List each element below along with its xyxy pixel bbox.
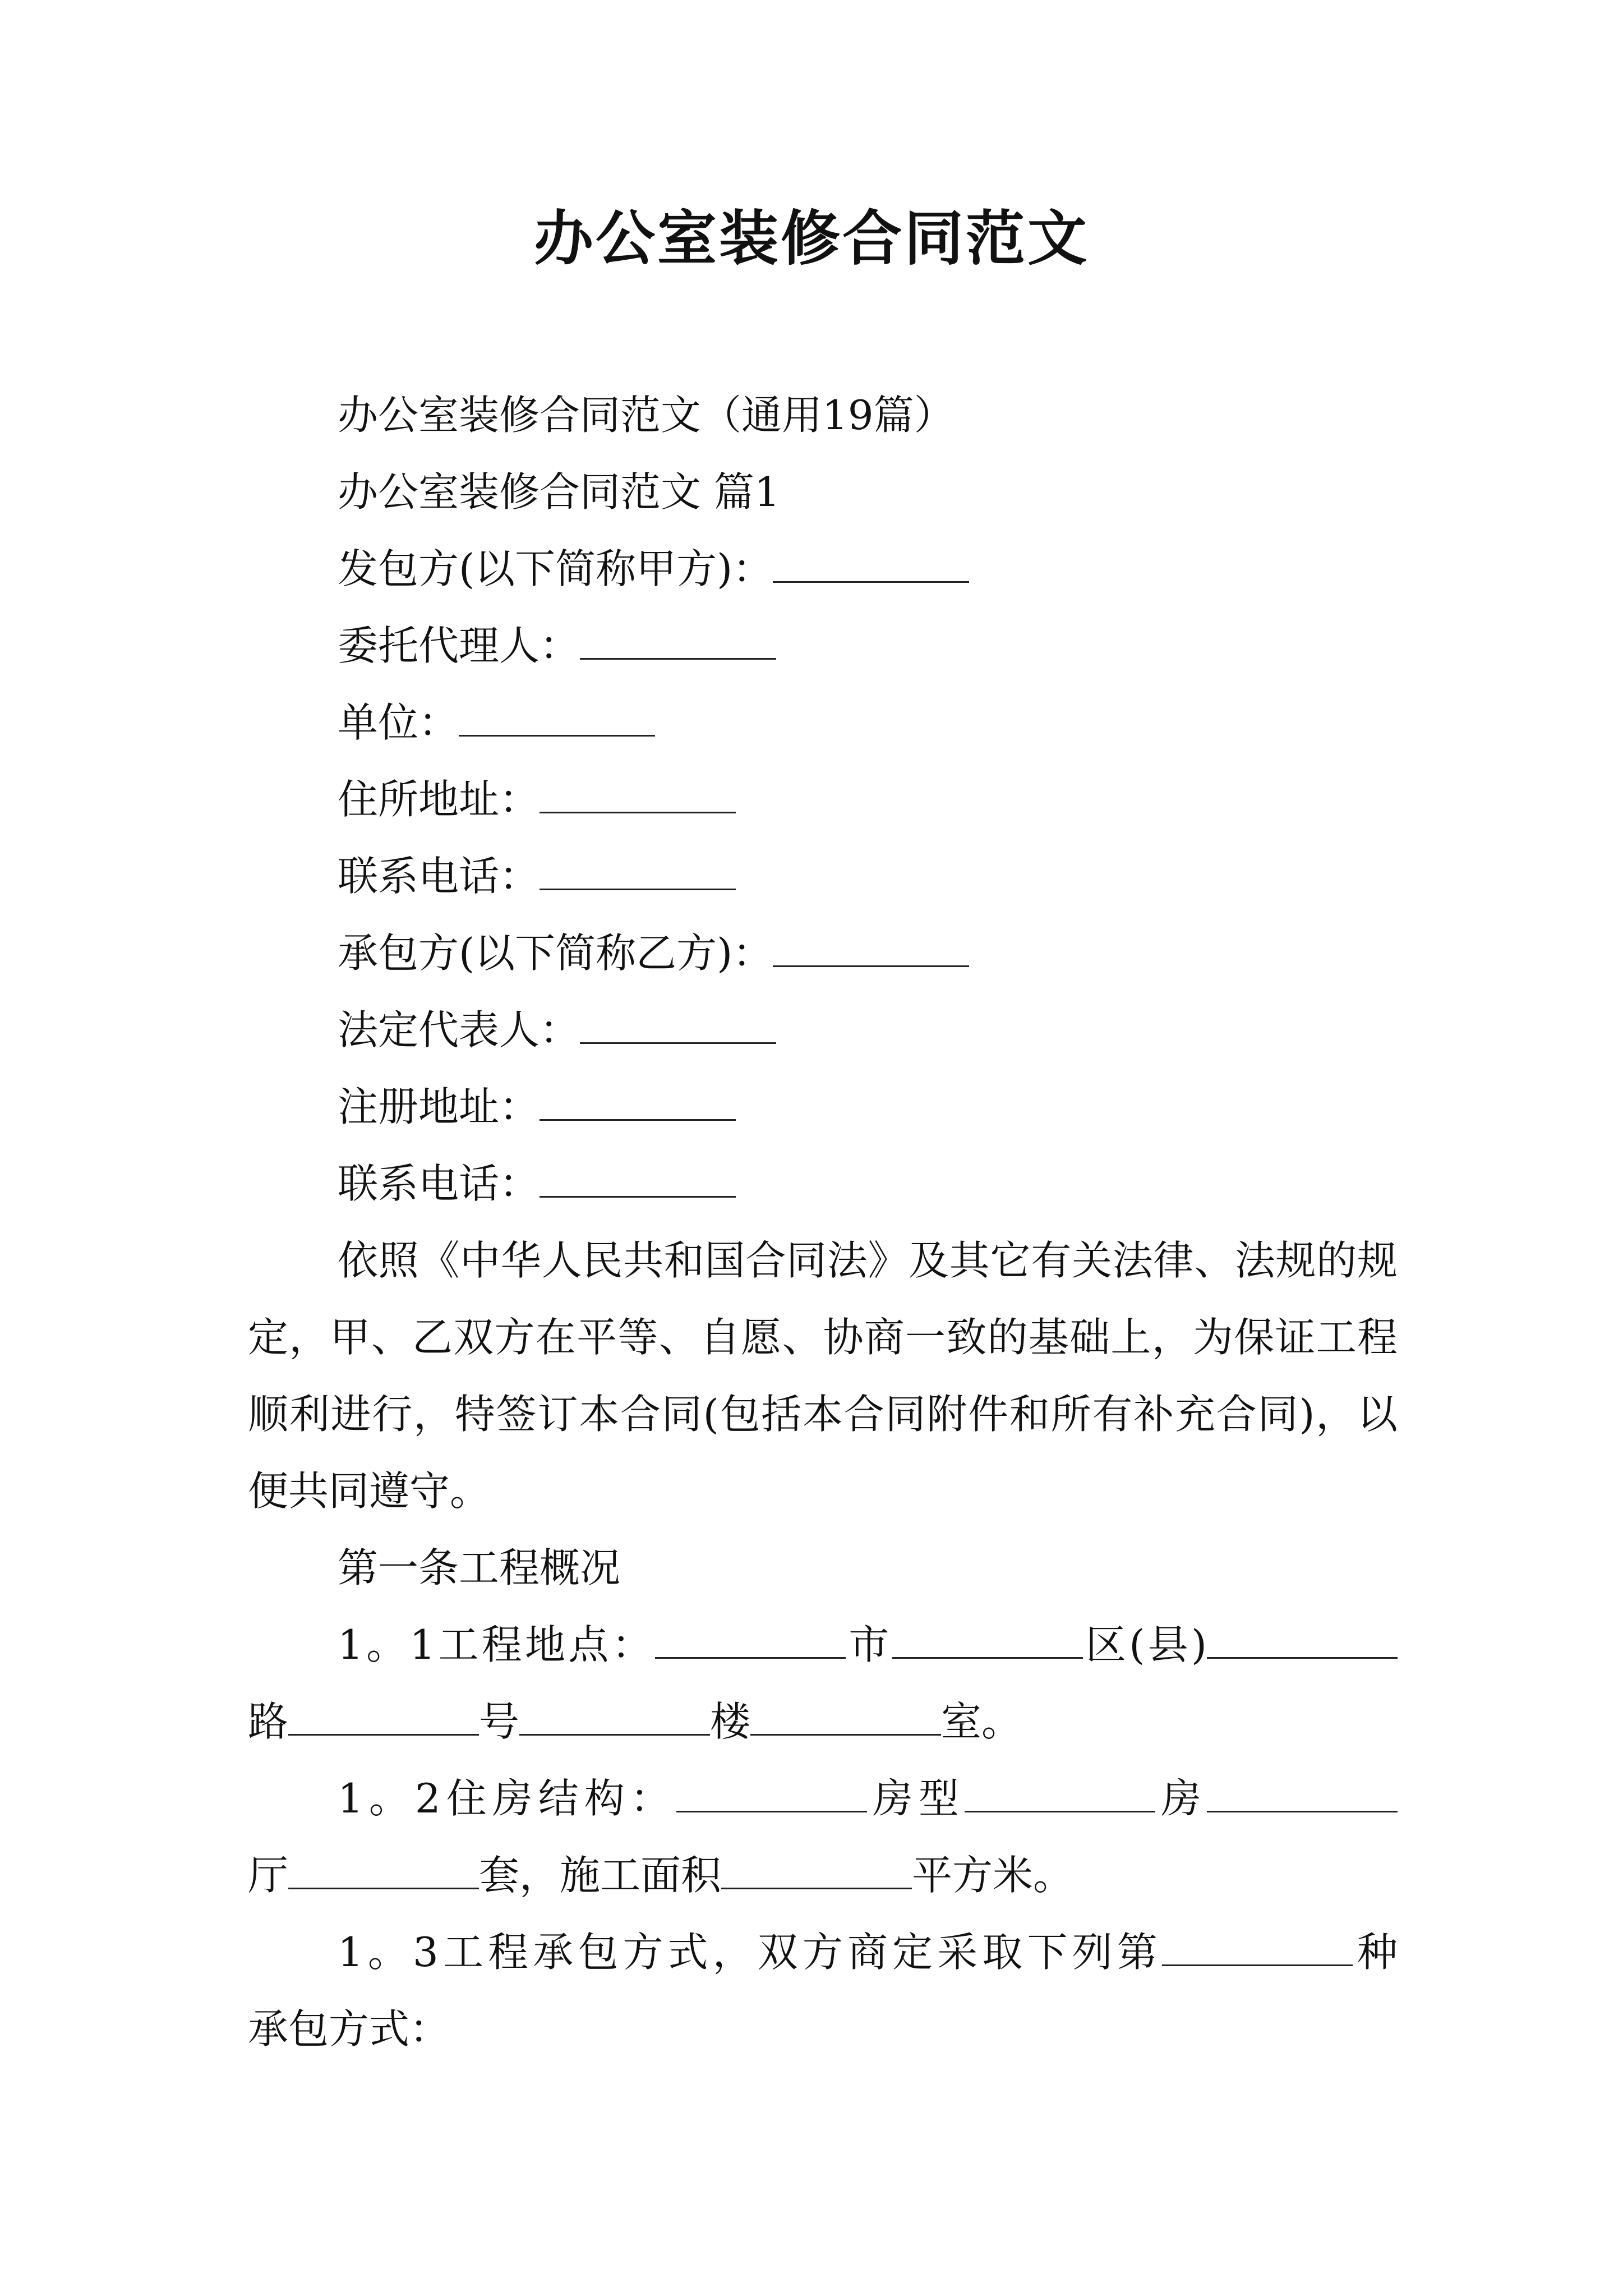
fill-blank[interactable] (540, 772, 736, 813)
clause-word: 房型 (866, 1775, 965, 1822)
field-label: 法定代表人： (338, 1006, 580, 1053)
fill-blank[interactable] (1162, 1925, 1353, 1966)
field-label: 发包方(以下简称甲方)： (338, 545, 773, 592)
document-subtitle: 办公室装修合同范文（通用19篇） (338, 392, 955, 439)
fill-blank[interactable] (721, 1848, 912, 1889)
field-address-a (248, 761, 1398, 838)
fill-blank[interactable] (580, 1003, 776, 1044)
clause-1-1-line2 (248, 1683, 1398, 1760)
clause-word: 种 (1352, 1929, 1398, 1976)
section-heading: 办公室装修合同范文 篇1 (338, 468, 780, 516)
field-agent (248, 608, 1398, 684)
field-party-a (248, 531, 1398, 608)
field-label: 联系电话： (338, 1160, 540, 1207)
clause-word: 套，施工面积 (479, 1852, 722, 1899)
clause-word: 楼 (710, 1698, 751, 1745)
clause-1-2-line1 (248, 1760, 1398, 1837)
fill-blank[interactable] (288, 1848, 479, 1889)
document-body (248, 377, 1398, 2068)
fill-blank[interactable] (1207, 1772, 1398, 1812)
fill-blank[interactable] (540, 1157, 736, 1198)
field-label: 联系电话： (338, 853, 540, 900)
clause-1-2-line2 (248, 1837, 1398, 1914)
article1-heading: 第一条工程概况 (338, 1544, 621, 1591)
fill-blank[interactable] (580, 619, 776, 660)
clause-word: 房 (1155, 1775, 1207, 1822)
field-phone-a (248, 838, 1398, 915)
fill-blank[interactable] (773, 542, 969, 583)
clause-label: 1。2住房结构： (338, 1775, 676, 1822)
fill-blank[interactable] (540, 1080, 736, 1121)
document-title: 办公室装修合同范文 (534, 203, 1089, 273)
fill-blank[interactable] (655, 1618, 846, 1659)
field-unit (248, 684, 1398, 761)
preamble-paragraph: 依照《中华人民共和国合同法》及其它有关法律、法规的规定，甲、乙双方在平等、自愿、协商一致的基础上，为保证工程顺利进行，特签订本合同(包括本合同附件和所有补充合同)，以便共同遵守。 (248, 1237, 1398, 1515)
clause-label: 1。1工程地点： (338, 1621, 656, 1668)
fill-blank[interactable] (459, 696, 655, 737)
fill-blank[interactable] (750, 1695, 941, 1736)
fill-blank[interactable] (892, 1618, 1083, 1659)
field-party-b (248, 915, 1398, 992)
fill-blank[interactable] (288, 1695, 479, 1736)
clause-1-3-line1 (248, 1914, 1398, 1991)
field-label: 住所地址： (338, 776, 540, 823)
fill-blank[interactable] (1207, 1618, 1398, 1659)
clause-word: 路 (248, 1698, 289, 1745)
field-label: 委托代理人： (338, 622, 580, 669)
fill-blank[interactable] (519, 1695, 710, 1736)
clause-word: 市 (846, 1621, 892, 1668)
clause-1-3-line2: 承包方式： (248, 2005, 450, 2053)
clause-word: 号 (479, 1698, 520, 1745)
clause-word: 厅 (248, 1852, 289, 1899)
field-label: 单位： (338, 699, 459, 746)
clause-word: 室。 (941, 1698, 1022, 1745)
clause-word: 区(县) (1082, 1621, 1207, 1668)
field-phone-b (248, 1145, 1398, 1222)
field-reg-address (248, 1069, 1398, 1145)
clause-1-1-line1 (248, 1607, 1398, 1683)
clause-label: 1。3工程承包方式，双方商定采取下列第 (338, 1929, 1162, 1976)
fill-blank[interactable] (965, 1772, 1155, 1812)
field-legal-rep (248, 992, 1398, 1069)
field-label: 承包方(以下简称乙方)： (338, 930, 773, 977)
fill-blank[interactable] (676, 1772, 867, 1812)
field-label: 注册地址： (338, 1083, 540, 1130)
fill-blank[interactable] (540, 849, 736, 890)
clause-word: 平方米。 (912, 1852, 1074, 1899)
fill-blank[interactable] (773, 926, 969, 967)
